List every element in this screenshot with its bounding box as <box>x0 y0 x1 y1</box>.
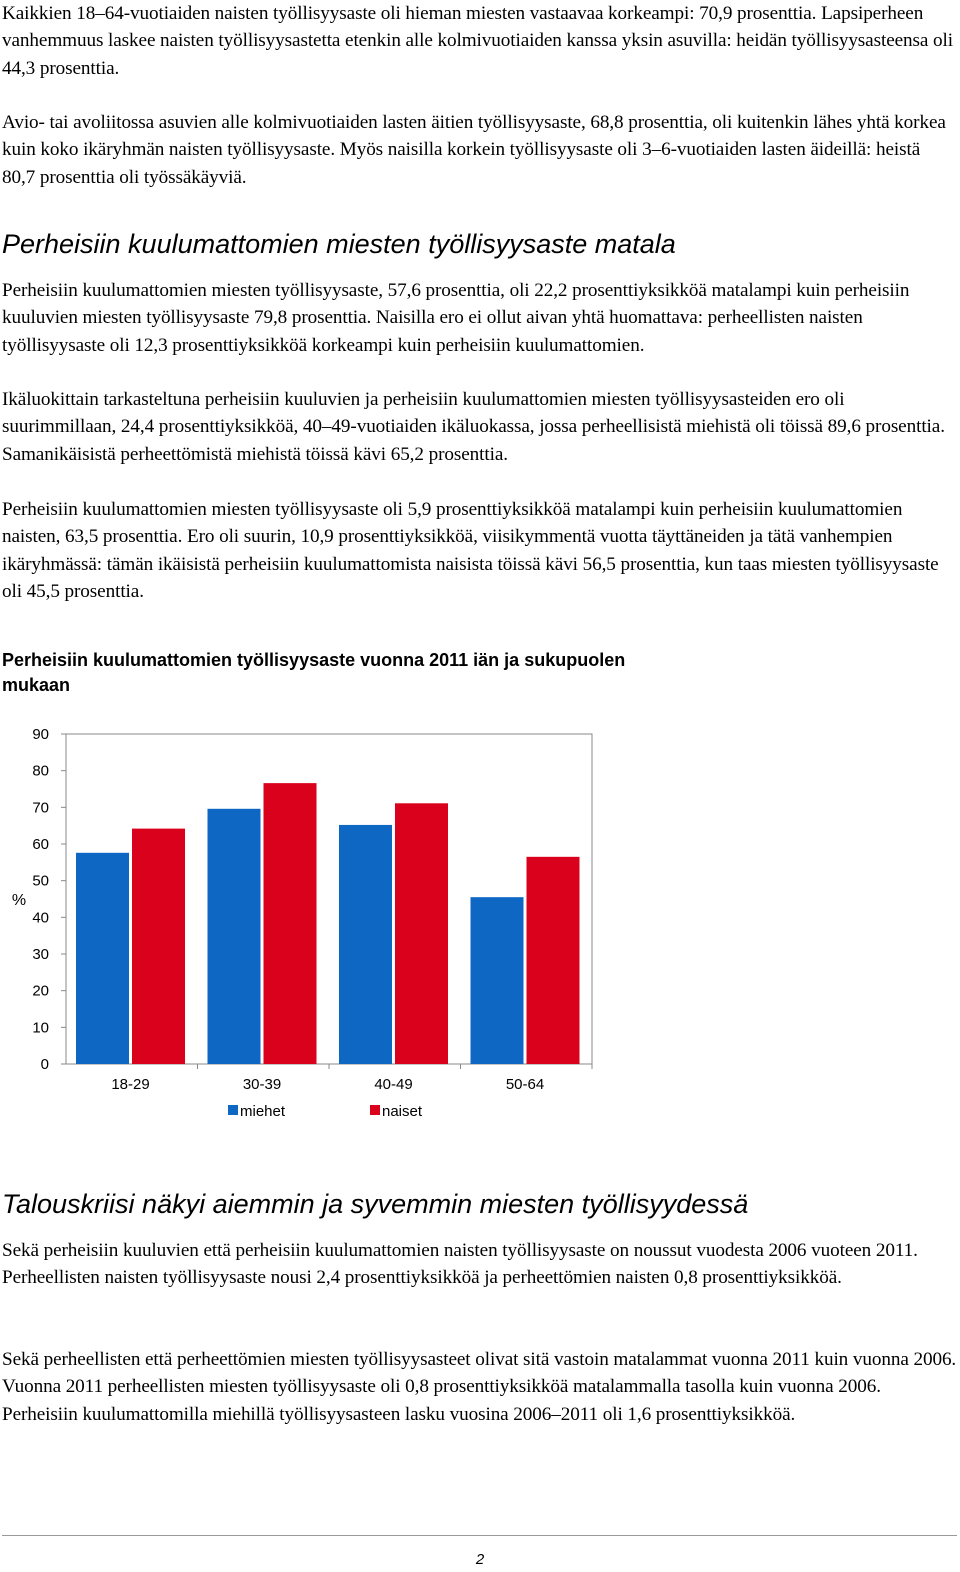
chart-legend <box>228 1103 423 1120</box>
x-tick-label: 30-39 <box>242 1076 282 1093</box>
y-tick-label: 70 <box>32 799 49 817</box>
page-number: 2 <box>475 1551 485 1568</box>
legend-label-miehet: miehet <box>240 1103 286 1120</box>
bar-miehet-18-29 <box>76 853 129 1064</box>
y-axis-label: % <box>11 892 27 909</box>
bar-miehet-40-49 <box>339 825 392 1064</box>
paragraph-men-trend: Sekä perheellisten että perheettömien miesten työllisyysasteet olivat sitä vastoin matalammat vuonna 2011 kuin vuonna 2006. Vuonna 2011 perheellisten miesten työllisyysaste oli 0,8 prosenttiyksikköä matalammalla tasolla kuin vuonna 2006. Perheisiin kuulumattomilla miehillä työllisyysasteen lasku vuosina 2006–2011 oli 1,6 prosenttiyksikköä. <box>2 1349 957 1425</box>
x-tick-label: 18-29 <box>111 1076 150 1093</box>
legend-label-naiset: naiset <box>382 1103 423 1120</box>
paragraph-intro: Kaikkien 18–64-vuotiaiden naisten työllisyysaste oli hieman miesten vastaavaa korkeampi: 70,9 prosenttia. Lapsiperheen vanhemmuus laskee naisten työllisyysastetta etenkin alle kolmivuotiaiden kanssa yksin asuvilla: heidän työllisyysasteensa oli 44,3 prosenttia. <box>2 3 953 79</box>
section-heading-men: Perheisiin kuulumattomien miesten työllisyysaste matala <box>2 229 676 259</box>
y-tick-label: 50 <box>32 872 49 890</box>
bar-miehet-30-39 <box>208 809 261 1064</box>
x-tick-label: 40-49 <box>374 1076 413 1093</box>
section-heading-crisis: Talouskriisi näkyi aiemmin ja syvemmin miesten työllisyydessä <box>2 1189 749 1219</box>
footer-divider <box>2 1535 957 1536</box>
bar-chart <box>2 714 622 1134</box>
bar-naiset-40-49 <box>395 803 448 1064</box>
bar-naiset-18-29 <box>132 829 185 1064</box>
y-tick-label: 40 <box>32 909 49 927</box>
legend-swatch-naiset <box>370 1105 380 1115</box>
y-tick-label: 20 <box>32 982 49 1000</box>
bar-naiset-30-39 <box>264 783 317 1064</box>
paragraph-women-trend: Sekä perheisiin kuuluvien että perheisiin kuulumattomien naisten työllisyysaste on noussut vuodesta 2006 vuoteen 2011. Perheellisten naisten työllisyysaste nousi 2,4 prosenttiyksikköä ja perheettömien naisten 0,8 prosenttiyksikköä. <box>2 1240 918 1289</box>
y-tick-label: 90 <box>32 726 49 743</box>
y-tick-label: 10 <box>32 1019 49 1037</box>
y-axis-ticks <box>32 726 66 1073</box>
x-axis-labels <box>111 1064 592 1093</box>
chart-title: Perheisiin kuulumattomien työllisyysaste vuonna 2011 iän ja sukupuolen mukaan <box>2 650 626 695</box>
paragraph-men-rate: Perheisiin kuulumattomien miesten työllisyysaste, 57,6 prosenttia, oli 22,2 prosenttiyksikköä matalampi kuin perheisiin kuuluvien miesten työllisyysaste 79,8 prosenttia. Naisilla ero ei ollut aivan yhtä huomattava: perheellisten naisten työllisyysaste oli 12,3 prosenttiyksikköä korkeampi kuin perheisiin kuulumattomien. <box>2 280 910 356</box>
y-tick-label: 80 <box>32 762 49 780</box>
paragraph-men-vs-women: Perheisiin kuulumattomien miesten työllisyysaste oli 5,9 prosenttiyksikköä matalampi kuin perheisiin kuulumattomien naisten, 63,5 prosenttia. Ero oli suurin, 10,9 prosenttiyksikköä, viisikymmentä vuotta täyttäneiden ja tätä vanhempien ikäryhmässä: tämän ikäisistä perheisiin kuulumattomista naisista töissä kävi 56,5 prosenttia, kun taas miesten työllisyysaste oli 45,5 prosenttia. <box>2 499 939 603</box>
paragraph-mothers: Avio- tai avoliitossa asuvien alle kolmivuotiaiden lasten äitien työllisyysaste, 68,8 prosenttia, oli kuitenkin lähes yhtä korkea kuin koko ikäryhmän naisten työllisyysaste. Myös naisilla korkein työllisyysaste oli 3–6-vuotiaiden lasten äideillä: heistä 80,7 prosenttia oli työssäkäyviä. <box>2 112 946 188</box>
legend-swatch-miehet <box>228 1105 238 1115</box>
paragraph-age-groups: Ikäluokittain tarkasteltuna perheisiin kuuluvien ja perheisiin kuulumattomien miesten työllisyysasteiden ero oli suurimmillaan, 24,4 prosenttiyksikköä, 40–49-vuotiaiden ikäluokassa, jossa perheellisistä miehistä oli töissä 89,6 prosenttia. Samanikäisistä perheettömistä miehistä töissä kävi 65,2 prosenttia. <box>2 389 945 465</box>
bar-naiset-50-64 <box>527 857 580 1064</box>
y-tick-label: 60 <box>32 836 49 853</box>
x-tick-label: 50-64 <box>505 1076 545 1093</box>
bar-miehet-50-64 <box>471 897 524 1064</box>
y-tick-label: 30 <box>32 946 49 963</box>
y-tick-label: 0 <box>40 1056 49 1073</box>
